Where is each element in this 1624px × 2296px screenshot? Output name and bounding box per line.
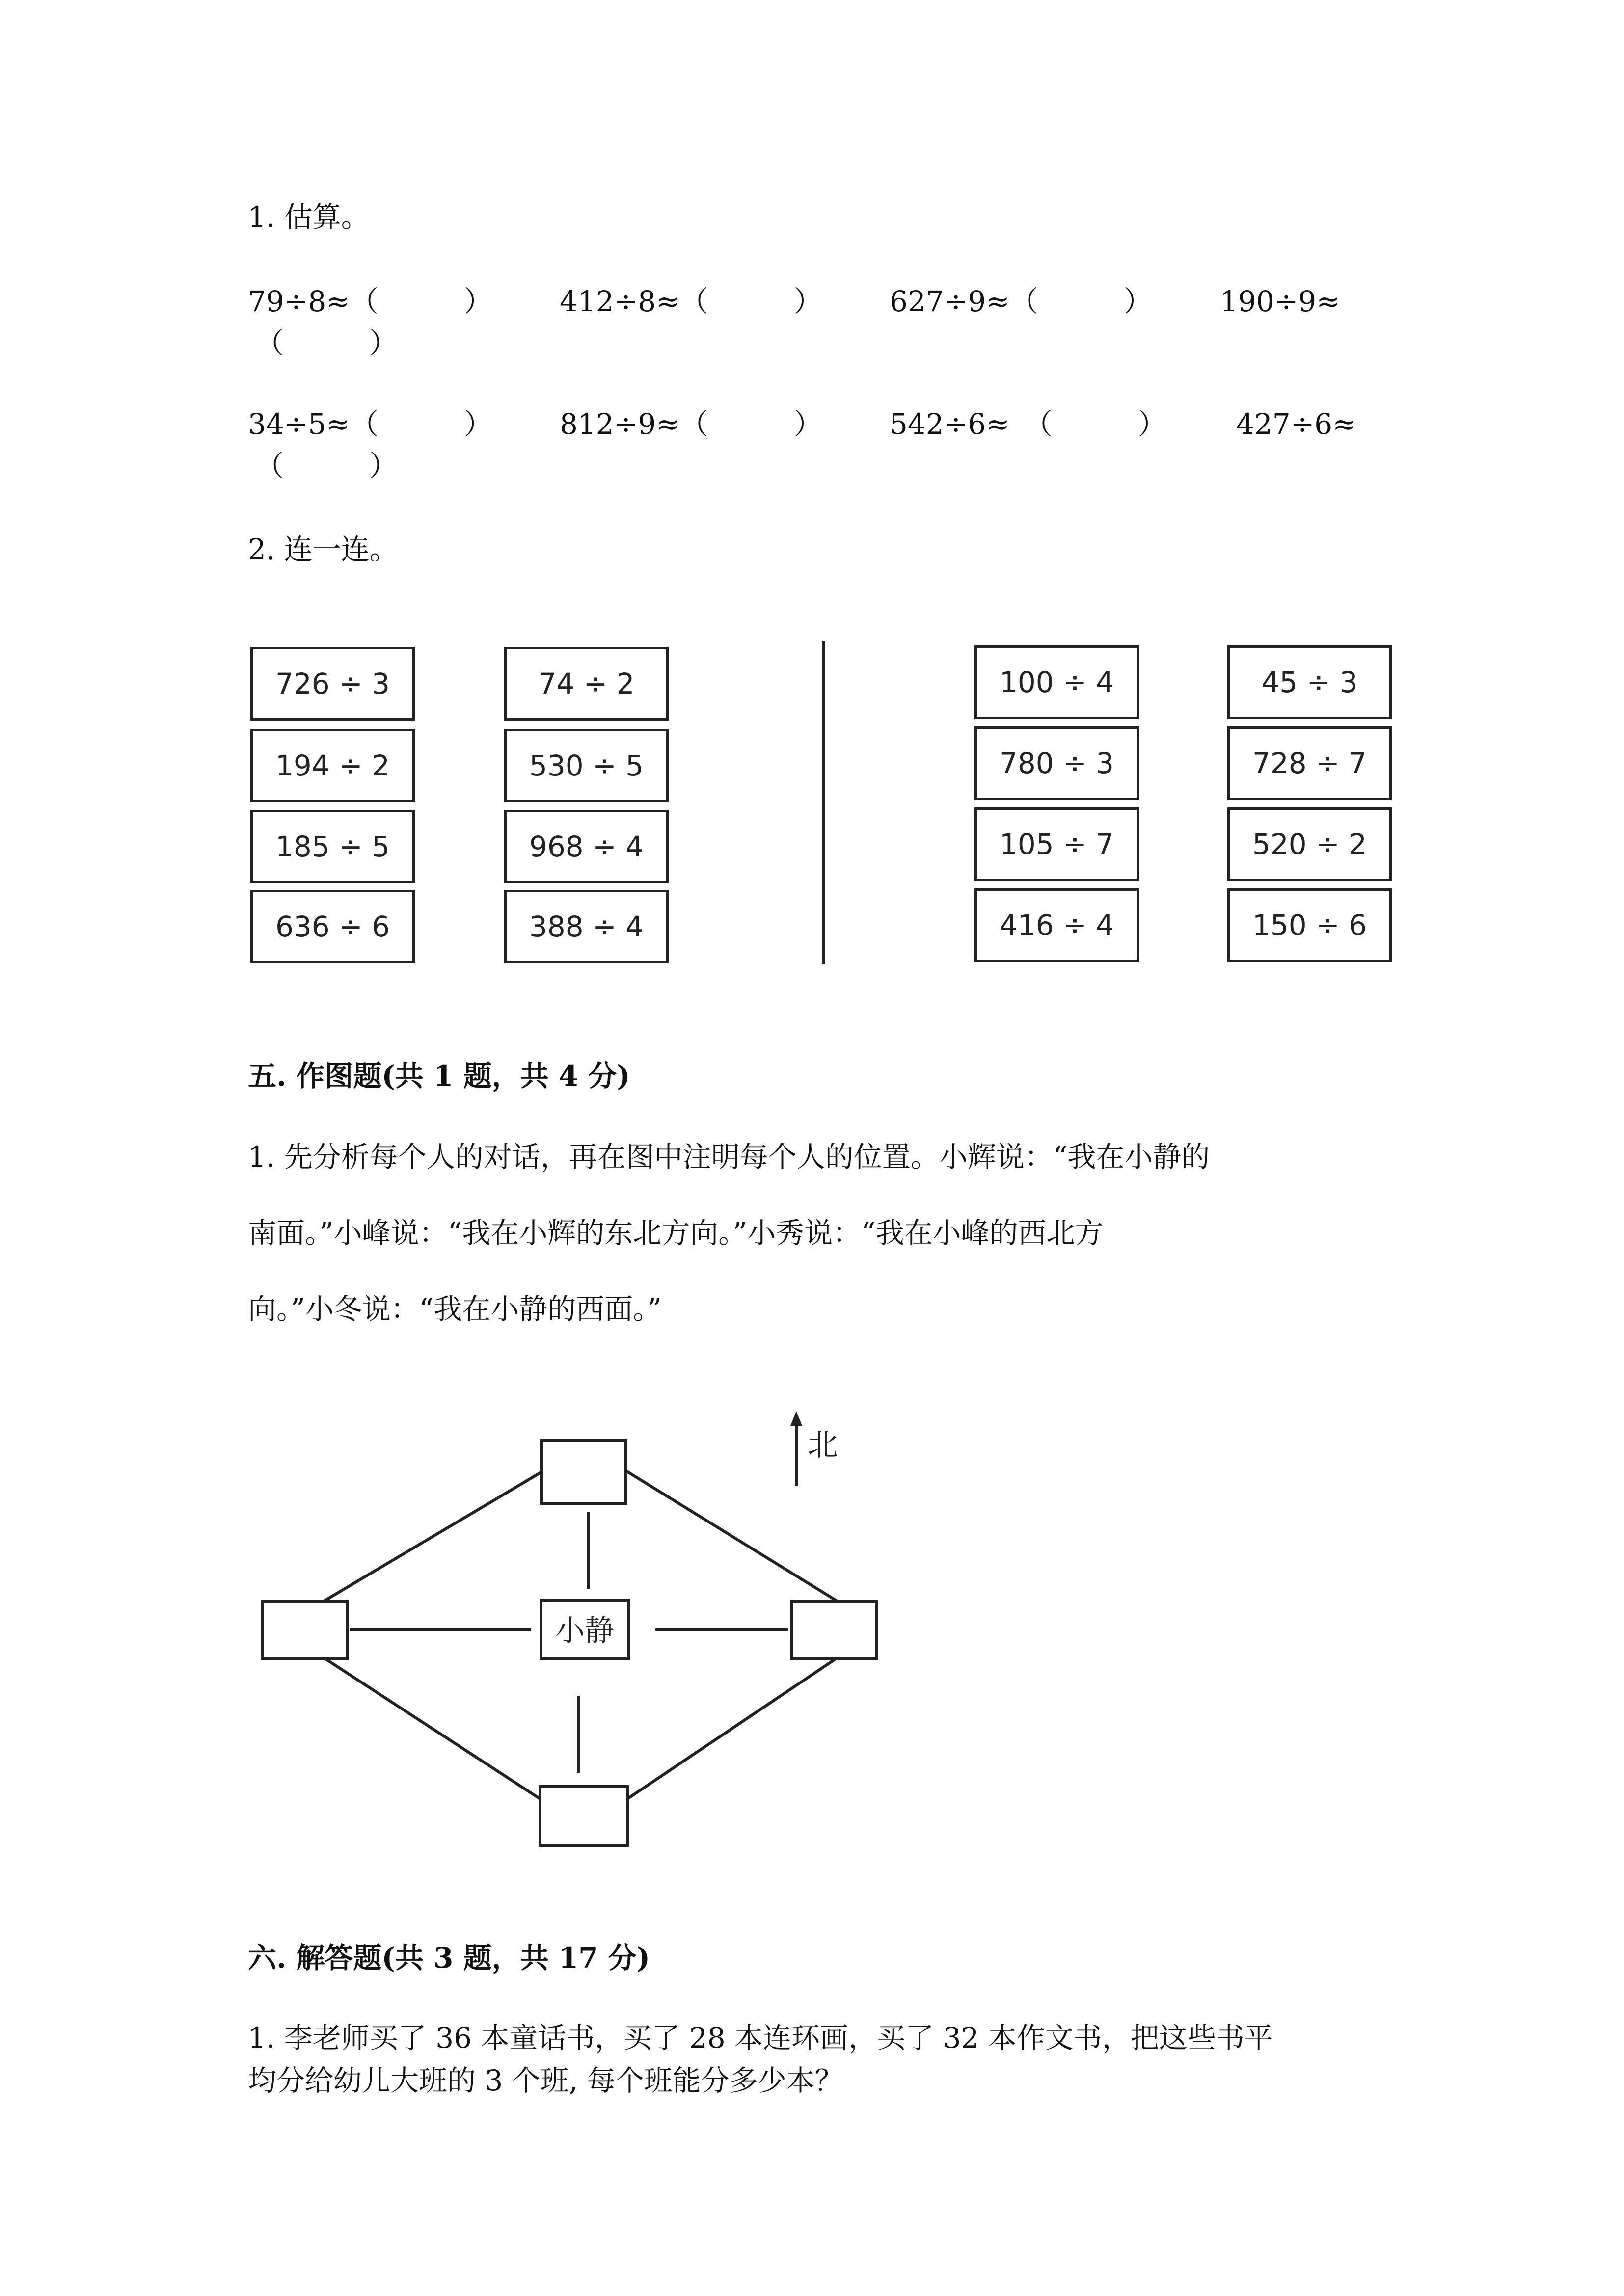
center-label: 小静 [555, 1614, 614, 1648]
estimate-item: 542÷6≈ （ ） [890, 407, 1166, 441]
section-heading: 五. 作图题(共 1 题，共 4 分) [248, 1059, 630, 1093]
question-text: 向。”小冬说：“我在小静的西面。” [248, 1292, 662, 1326]
expression-box: 100 ÷ 4 [974, 645, 1139, 719]
diagram-edge [627, 1471, 837, 1601]
connect-title: 2. 连一连。 [248, 533, 398, 566]
estimate-item: 34÷5≈（ ） [248, 407, 492, 441]
expression-box: 74 ÷ 2 [504, 647, 669, 721]
diagram-edge [627, 1658, 837, 1799]
position-box-north [541, 1441, 626, 1503]
section-heading: 六. 解答题(共 3 题，共 17 分) [248, 1941, 650, 1975]
expression-box: 636 ÷ 6 [250, 890, 415, 963]
estimate-item: 427÷6≈ [1236, 407, 1356, 441]
estimate-item: 190÷9≈ [1220, 285, 1340, 318]
expression-box: 728 ÷ 7 [1227, 726, 1392, 800]
expression-box: 45 ÷ 3 [1227, 645, 1392, 719]
question-text: 南面。”小峰说：“我在小辉的东北方向。”小秀说：“我在小峰的西北方 [248, 1216, 1104, 1250]
expression-box: 150 ÷ 6 [1227, 888, 1392, 962]
expression-box: 968 ÷ 4 [504, 810, 669, 883]
expression-box: 530 ÷ 5 [504, 729, 669, 802]
estimate-item: 627÷9≈（ ） [890, 285, 1152, 318]
expression-box: 780 ÷ 3 [974, 726, 1139, 800]
expression-box: 185 ÷ 5 [250, 810, 415, 883]
expression-box: 726 ÷ 3 [250, 647, 415, 721]
question-text: 1. 先分析每个人的对话，再在图中注明每个人的位置。小辉说：“我在小静的 [248, 1140, 1210, 1174]
expression-box: 388 ÷ 4 [504, 890, 669, 963]
position-box-west [263, 1602, 348, 1659]
north-label: 北 [808, 1427, 839, 1463]
estimate-item: 79÷8≈（ ） [248, 285, 492, 318]
diagram-edge [324, 1658, 540, 1799]
position-box-south [540, 1787, 627, 1845]
position-box-east [791, 1602, 876, 1659]
question-text: 均分给幼儿大班的 3 个班, 每个班能分多少本？ [248, 2064, 843, 2097]
question-text: 1. 李老师买了 36 本童话书，买了 28 本连环画，买了 32 本作文书，把这些书平 [248, 2021, 1273, 2055]
estimate-title: 1. 估算。 [248, 200, 370, 234]
estimate-item: 812÷9≈（ ） [560, 407, 822, 441]
expression-box: 416 ÷ 4 [974, 888, 1139, 962]
estimate-item: 412÷8≈（ ） [560, 285, 822, 318]
expression-box: 105 ÷ 7 [974, 807, 1139, 881]
north-arrow-head [790, 1411, 802, 1426]
expression-box: 520 ÷ 2 [1227, 807, 1392, 881]
expression-box: 194 ÷ 2 [250, 729, 415, 802]
diagram-edge [324, 1471, 542, 1601]
estimate-answer-wrap: （ ） [255, 449, 398, 482]
estimate-answer-wrap: （ ） [255, 326, 398, 360]
